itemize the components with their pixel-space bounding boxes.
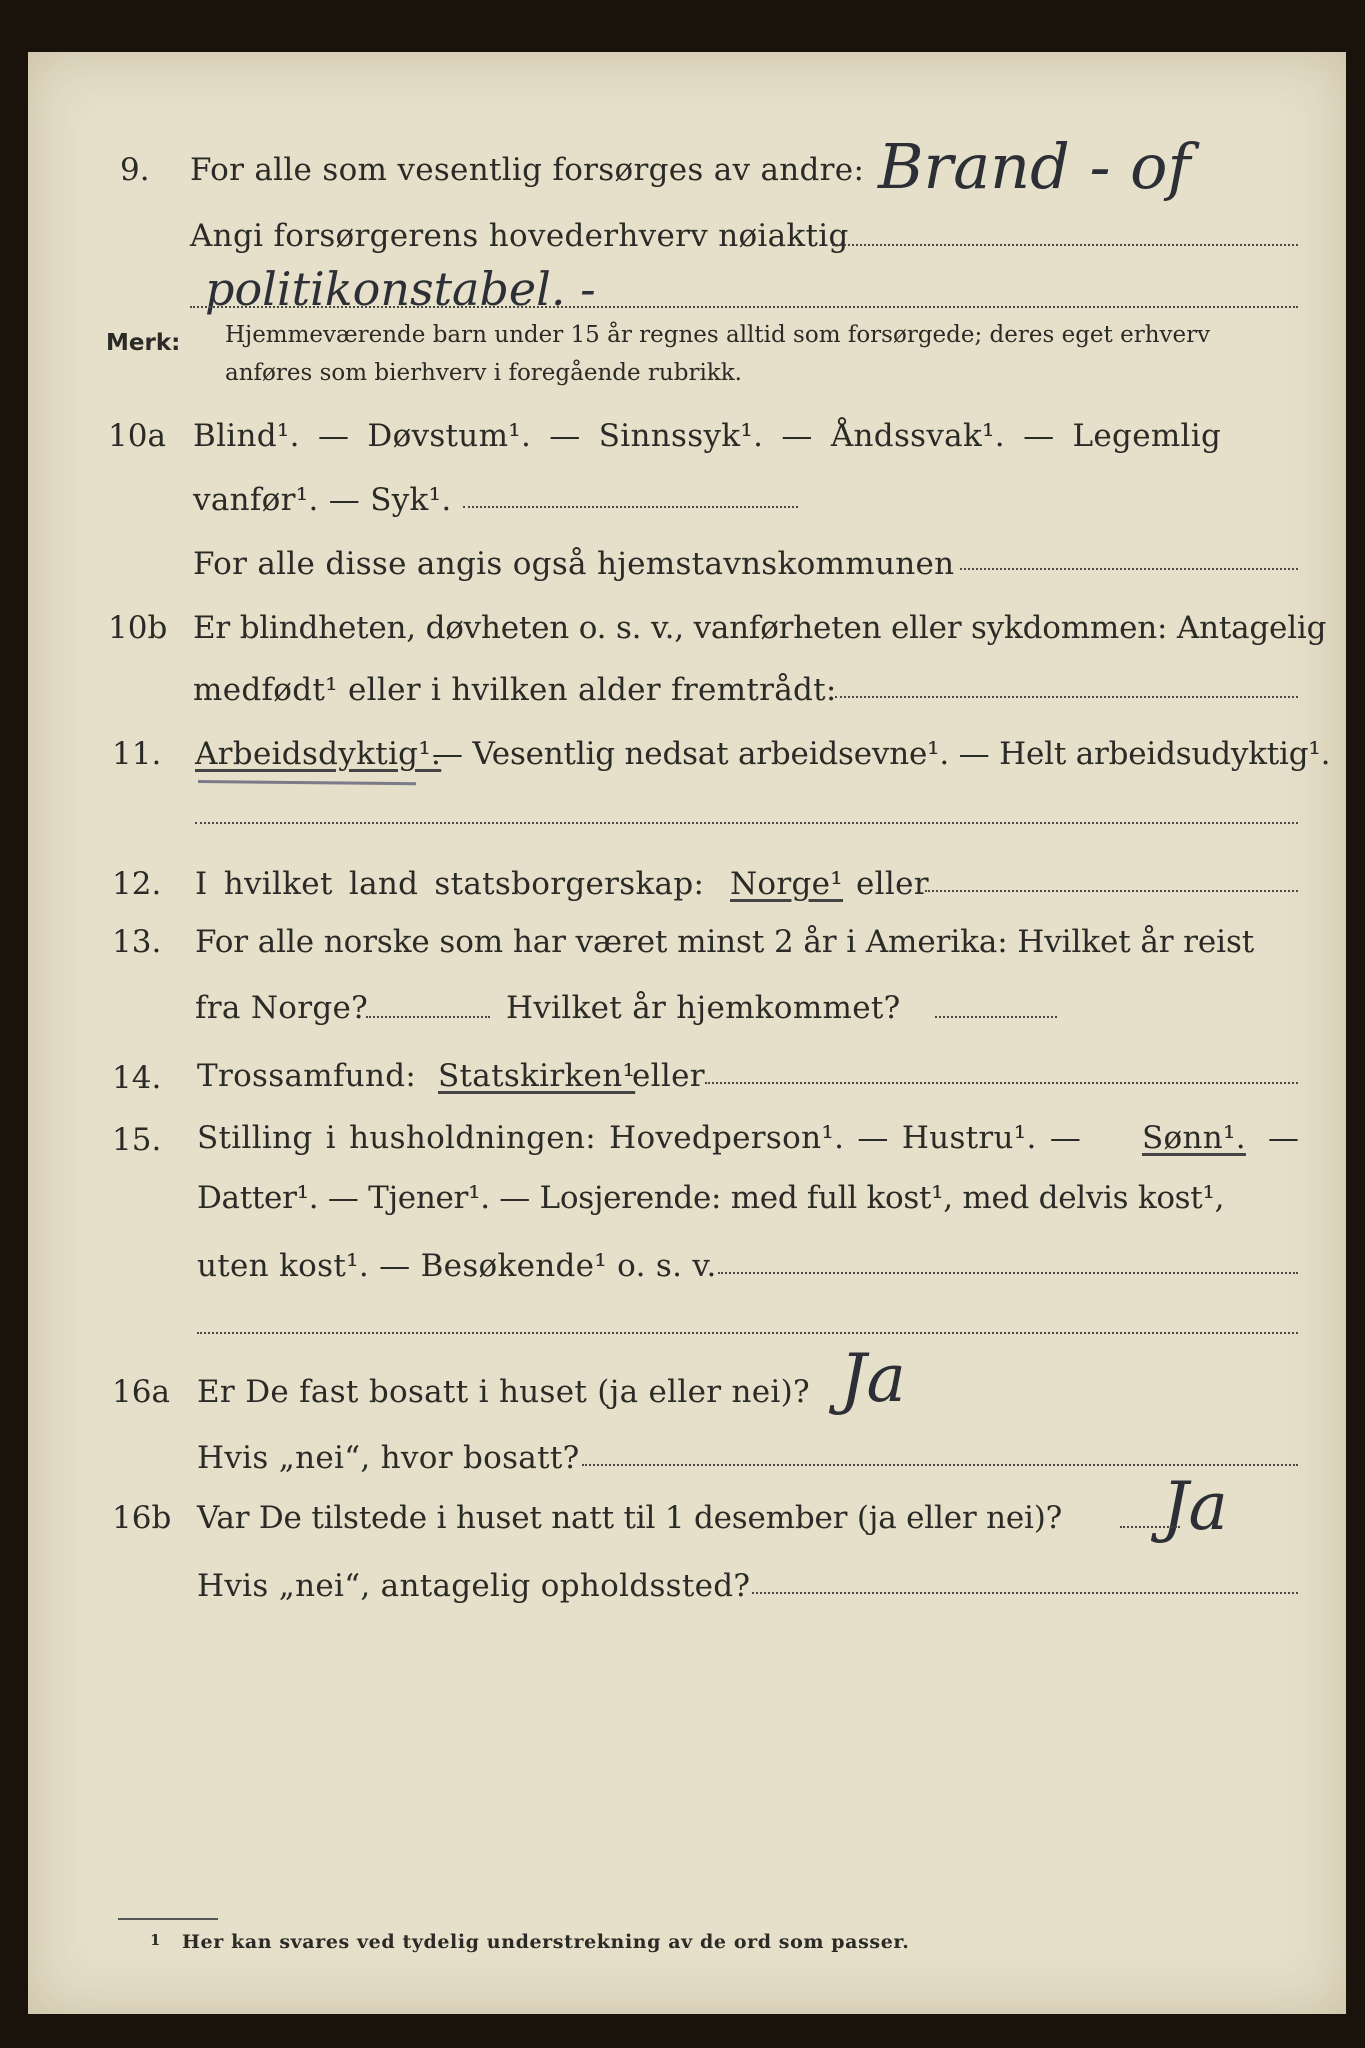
q9-handwritten-answer-b: politikonstabel. - bbox=[205, 262, 596, 316]
footnote-text: Her kan svares ved tydelig understrekning av de ord som passer. bbox=[182, 1931, 910, 1953]
q12-field bbox=[925, 890, 1298, 892]
q10a-field-1 bbox=[463, 506, 798, 508]
q13-line2b: Hvilket år hjemkommet? bbox=[506, 990, 901, 1026]
q15-field-1 bbox=[718, 1272, 1298, 1274]
q13-number: 13. bbox=[112, 924, 162, 960]
q15-option-sonn: Sønn¹. bbox=[1142, 1120, 1246, 1156]
q16b-line2: Hvis „nei“, antagelig opholdssted? bbox=[197, 1568, 751, 1604]
q14-number: 14. bbox=[112, 1060, 162, 1096]
q11-option-arbeidsdyktig: Arbeidsdyktig¹. bbox=[195, 736, 442, 772]
merk-line1: Hjemmeværende barn under 15 år regnes alltid som forsørgede; deres eget erhverv bbox=[225, 322, 1211, 348]
q10b-number: 10b bbox=[108, 610, 168, 646]
q16a-line2: Hvis „nei“, hvor bosatt? bbox=[197, 1440, 580, 1476]
q9-line1: For alle som vesentlig forsørges av andre: bbox=[190, 152, 865, 188]
q15-line2: Datter¹. — Tjener¹. — Losjerende: med full kost¹, med delvis kost¹, bbox=[197, 1180, 1225, 1216]
q13-field-reist bbox=[366, 1016, 490, 1018]
q12-eller: eller bbox=[856, 866, 929, 902]
q15-line3: uten kost¹. — Besøkende¹ o. s. v. bbox=[197, 1248, 717, 1284]
q15-field-2 bbox=[197, 1332, 1298, 1334]
q11-number: 11. bbox=[112, 736, 162, 772]
q13-field-hjemkommet bbox=[935, 1016, 1057, 1018]
q16b-number: 16b bbox=[112, 1500, 172, 1536]
footnote-rule bbox=[118, 1918, 218, 1920]
q13-line2a: fra Norge? bbox=[195, 990, 369, 1026]
q15-number: 15. bbox=[112, 1122, 162, 1158]
q14-option-statskirken: Statskirken¹ bbox=[438, 1058, 636, 1094]
q11-rest: — Vesentlig nedsat arbeidsevne¹. — Helt arbeidsudyktig¹. bbox=[432, 736, 1331, 772]
q16a-field bbox=[582, 1464, 1298, 1466]
q9-handwritten-answer-a: Brand - of bbox=[878, 130, 1191, 203]
q9-number: 9. bbox=[120, 152, 150, 188]
q15-line1a: Stilling i husholdningen: Hovedperson¹. — Hustru¹. — bbox=[197, 1120, 1082, 1156]
q10b-field bbox=[835, 696, 1298, 698]
q10a-line3: For alle disse angis også hjemstavnskommunen bbox=[193, 546, 955, 582]
q16a-number: 16a bbox=[112, 1374, 170, 1410]
q14-label: Trossamfund: bbox=[197, 1058, 417, 1094]
q9-line2: Angi forsørgerens hovederhverv nøiaktig bbox=[190, 218, 849, 254]
q13-line1: For alle norske som har været minst 2 år i Amerika: Hvilket år reist bbox=[195, 924, 1255, 960]
q10b-line2: medfødt¹ eller i hvilken alder fremtrådt: bbox=[193, 672, 837, 708]
q12-option-norge: Norge¹ bbox=[730, 866, 844, 902]
q16b-line1: Var De tilstede i huset natt til 1 desember (ja eller nei)? bbox=[197, 1500, 1063, 1536]
q9-answer-field-1 bbox=[832, 244, 1298, 246]
q10b-line1: Er blindheten, døvheten o. s. v., vanførheten eller sykdommen: Antagelig bbox=[193, 610, 1327, 646]
q16a-line1: Er De fast bosatt i huset (ja eller nei)? bbox=[197, 1374, 810, 1410]
q9-answer-field-2 bbox=[190, 306, 1298, 308]
q10a-line1: Blind¹. — Døvstum¹. — Sinnssyk¹. — Åndssvak¹. — Legemlig bbox=[193, 418, 1222, 454]
q12-question: I hvilket land statsborgerskap: bbox=[195, 866, 705, 902]
q15-line1b: — bbox=[1268, 1120, 1300, 1156]
q16b-field bbox=[1120, 1526, 1180, 1528]
merk-label: Merk: bbox=[106, 330, 181, 356]
q11-field bbox=[195, 822, 1298, 824]
q12-number: 12. bbox=[112, 866, 162, 902]
q16b-field-2 bbox=[752, 1592, 1298, 1594]
q16b-handwritten-answer: Ja bbox=[1162, 1468, 1228, 1545]
q14-eller: eller bbox=[632, 1058, 705, 1094]
q14-field bbox=[705, 1082, 1298, 1084]
q10a-number: 10a bbox=[108, 418, 166, 454]
merk-line2: anføres som bierhverv i foregående rubrikk. bbox=[225, 360, 742, 386]
q10a-line2: vanfør¹. — Syk¹. bbox=[193, 482, 452, 518]
footnote-mark: 1 bbox=[150, 1931, 161, 1949]
q10a-field-2 bbox=[960, 568, 1298, 570]
q16a-handwritten-answer: Ja bbox=[840, 1340, 906, 1417]
